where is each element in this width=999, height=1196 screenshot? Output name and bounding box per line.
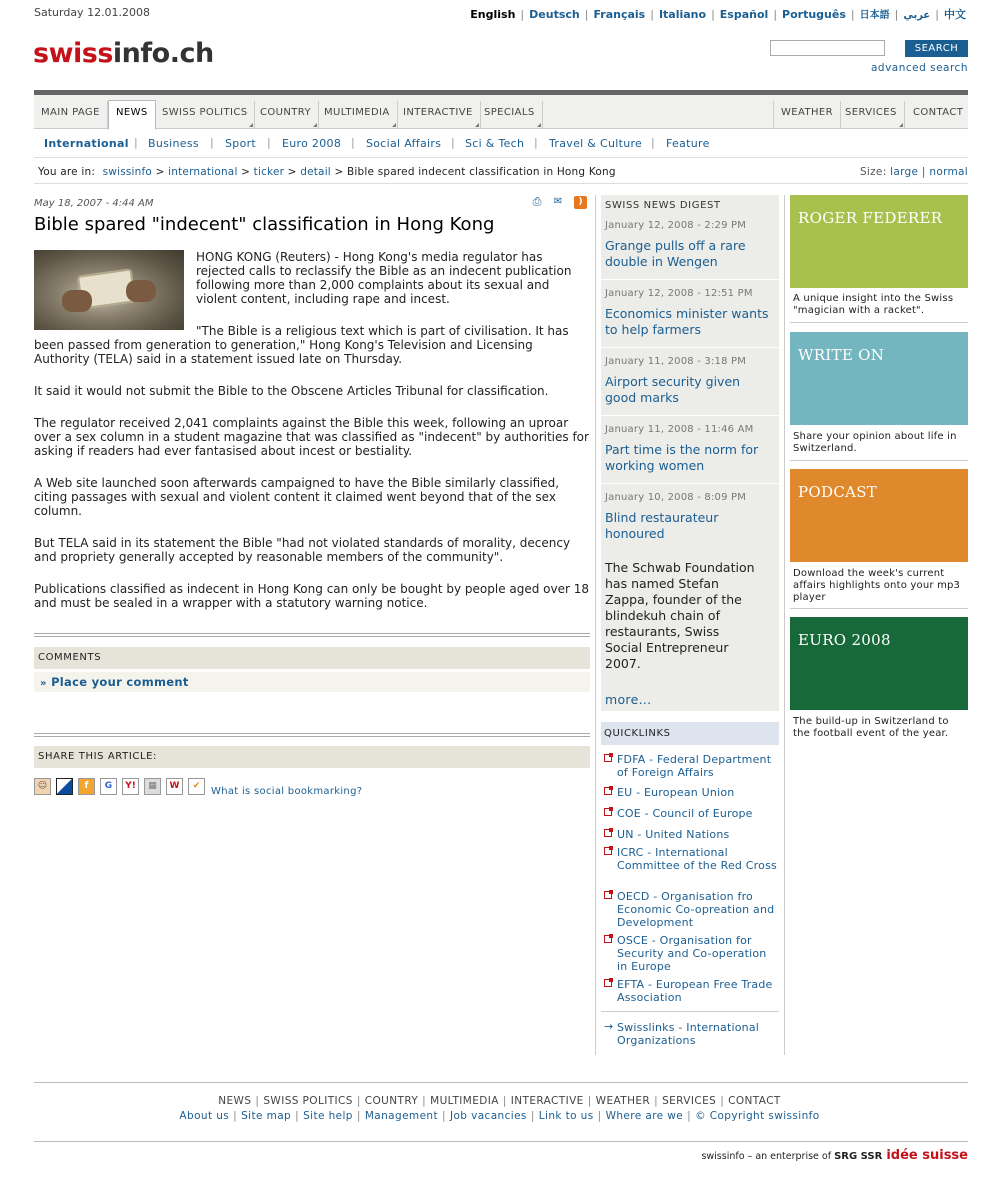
footer-site-help[interactable]: Site help bbox=[303, 1110, 353, 1122]
lang-italiano[interactable]: Italiano bbox=[658, 8, 707, 21]
webnews-icon[interactable]: W bbox=[166, 778, 183, 795]
lang-chinese[interactable]: 中文 bbox=[944, 8, 966, 21]
external-link-icon bbox=[604, 754, 612, 762]
quicklink-un[interactable]: UN - United Nations bbox=[604, 828, 780, 841]
footer-multimedia[interactable]: MULTIMEDIA bbox=[430, 1095, 499, 1107]
nav-swiss-politics[interactable]: SWISS POLITICS bbox=[155, 101, 255, 129]
article-paragraph: The regulator received 2,041 complaints against the Bible this week, following an uproar over a sex column in a student magazine that was classified as "indecent" by authorities for asking if readers had ever fantasised about incest or bestiality. bbox=[34, 416, 589, 458]
external-link-icon bbox=[604, 787, 612, 795]
footer-swiss-politics[interactable]: SWISS POLITICS bbox=[263, 1095, 353, 1107]
nav-multimedia[interactable]: MULTIMEDIA bbox=[317, 101, 398, 129]
footer-nav: NEWS | SWISS POLITICS | COUNTRY | MULTIMEDIA | INTERACTIVE | WEATHER | SERVICES | CONTACT bbox=[218, 1095, 781, 1107]
nav-main-page[interactable]: MAIN PAGE bbox=[34, 101, 108, 129]
search-input[interactable] bbox=[770, 40, 885, 56]
article-paragraph: A Web site launched soon afterwards campaigned to have the Bible similarly classified, citing passages with sexual and violent content it claimed went beyond that of the sex column. bbox=[34, 476, 560, 518]
comments-heading: COMMENTS bbox=[34, 647, 590, 669]
promo-podcast-text: Download the week's current affairs highlights onto your mp3 player bbox=[793, 568, 961, 603]
quicklink-eu[interactable]: EU - European Union bbox=[604, 786, 780, 799]
column-divider bbox=[595, 195, 596, 1055]
subnav-sport[interactable]: Sport bbox=[225, 137, 257, 150]
lang-japanese[interactable]: 日本語 bbox=[859, 10, 890, 21]
external-link-icon bbox=[604, 847, 612, 855]
breadcrumb-international[interactable]: international bbox=[168, 166, 238, 178]
promo-euro-2008[interactable]: EURO 2008 bbox=[790, 617, 968, 710]
quicklink-coe[interactable]: COE - Council of Europe bbox=[604, 807, 780, 820]
divider bbox=[601, 483, 779, 484]
print-icon[interactable]: ⎙ bbox=[532, 195, 542, 208]
nav-country[interactable]: COUNTRY bbox=[253, 101, 319, 129]
external-link-icon bbox=[604, 808, 612, 816]
furl-icon[interactable]: f bbox=[78, 778, 95, 795]
digest-more-link[interactable]: more... bbox=[605, 692, 652, 707]
page-date: Saturday 12.01.2008 bbox=[34, 6, 151, 19]
subnav-feature[interactable]: Feature bbox=[666, 137, 710, 150]
digest-item-link[interactable]: Airport security given good marks bbox=[605, 374, 741, 405]
lang-english[interactable]: English bbox=[470, 8, 516, 21]
dropdown-arrow-icon bbox=[899, 123, 903, 127]
digest-item-date: January 11, 2008 - 11:46 AM bbox=[605, 424, 754, 435]
quicklinks-heading: QUICKLINKS bbox=[601, 722, 779, 745]
promo-euro-2008-text: The build-up in Switzerland to the football event of the year. bbox=[793, 716, 949, 739]
subnav-euro-2008[interactable]: Euro 2008 bbox=[282, 137, 342, 150]
column-divider bbox=[784, 195, 785, 1055]
article-paragraph: It said it would not submit the Bible to the Obscene Articles Tribunal for classification. bbox=[34, 384, 549, 398]
digest-item-date: January 11, 2008 - 3:18 PM bbox=[605, 356, 747, 367]
digest-item-link[interactable]: Grange pulls off a rare double in Wengen bbox=[605, 238, 746, 269]
nav-services[interactable]: SERVICES bbox=[838, 101, 905, 129]
article-paragraph: HONG KONG (Reuters) - Hong Kong's media regulator has rejected calls to reclassify the Bible as an indecent publication following more than 2,000 complaints about its sexual and violent content, including rape and incest. bbox=[196, 250, 572, 306]
breadcrumb-swissinfo[interactable]: swissinfo bbox=[102, 166, 153, 178]
article-paragraph: "The Bible is a religious text which is part of civilisation. It has been passed from generation to generation," Hong Kong's Television and Licensing Authority (TELA) said in a statement issued late on Thursday. bbox=[34, 324, 569, 366]
quicklink-icrc[interactable]: ICRC - International Committee of the Red Cross bbox=[604, 846, 780, 872]
dropdown-arrow-icon bbox=[537, 123, 541, 127]
quicklink-osce[interactable]: OSCE - Organisation for Security and Co-operation in Europe bbox=[604, 934, 780, 973]
divider bbox=[790, 460, 968, 461]
footer-links: About us | Site map | Site help | Management | Job vacancies | Link to us | Where are we | © Copyright swissinfo bbox=[179, 1110, 820, 1122]
breadcrumb-detail[interactable]: detail bbox=[300, 166, 331, 178]
swisslinks-link[interactable]: → Swisslinks - International Organizations bbox=[604, 1020, 760, 1047]
mister-wong-icon[interactable]: ✔ bbox=[188, 778, 205, 795]
subnav-business[interactable]: Business bbox=[148, 137, 199, 150]
nav-specials[interactable]: SPECIALS bbox=[477, 101, 543, 129]
article-paragraph: But TELA said in its statement the Bible "had not violated standards of morality, decency and propriety generally accepted by reasonable members of the community". bbox=[34, 536, 571, 564]
divider bbox=[34, 1082, 968, 1083]
place-comment-row bbox=[34, 672, 590, 692]
footer-contact[interactable]: CONTACT bbox=[728, 1095, 781, 1107]
subnav-travel-culture[interactable]: Travel & Culture bbox=[549, 137, 643, 150]
external-link-icon bbox=[604, 829, 612, 837]
breadcrumb-current: Bible spared indecent classification in Hong Kong bbox=[347, 166, 616, 178]
search-button[interactable]: SEARCH bbox=[905, 40, 968, 57]
breadcrumb-ticker[interactable]: ticker bbox=[253, 166, 285, 178]
double-chevron-icon: » bbox=[40, 678, 47, 689]
spurl-icon[interactable]: ▦ bbox=[144, 778, 161, 795]
text-size-large[interactable]: large bbox=[890, 166, 919, 178]
what-is-social-bookmarking-link[interactable]: What is social bookmarking? bbox=[211, 786, 363, 797]
lang-francais[interactable]: Français bbox=[593, 8, 646, 21]
google-bookmark-icon[interactable]: G bbox=[100, 778, 117, 795]
digest-teaser: The Schwab Foundation has named Stefan Zappa, founder of the blindekuh chain of restaurants, Swiss Social Entrepreneur 2007. bbox=[605, 560, 755, 671]
divider bbox=[34, 183, 968, 184]
nav-news[interactable]: NEWS bbox=[108, 100, 156, 130]
yahoo-bookmark-icon[interactable]: Y! bbox=[122, 778, 139, 795]
promo-write-on-text: Share your opinion about life in Switzerland. bbox=[793, 431, 957, 454]
arrow-right-icon: → bbox=[604, 1020, 614, 1033]
lang-deutsch[interactable]: Deutsch bbox=[529, 8, 580, 21]
article-photo bbox=[34, 250, 184, 330]
footer-about-us[interactable]: About us bbox=[179, 1110, 230, 1122]
footer-copyright[interactable]: © Copyright swissinfo bbox=[695, 1110, 820, 1122]
footer-interactive[interactable]: INTERACTIVE bbox=[510, 1095, 584, 1107]
divider bbox=[790, 608, 968, 609]
digest-item-link[interactable]: Blind restaurateur honoured bbox=[605, 510, 719, 541]
subnav-sci-tech[interactable]: Sci & Tech bbox=[465, 137, 525, 150]
bookmark-person-icon[interactable]: ☺ bbox=[34, 778, 51, 795]
digest-item-date: January 12, 2008 - 2:29 PM bbox=[605, 220, 747, 231]
promo-write-on[interactable]: WRITE ON bbox=[790, 332, 968, 425]
footer-link-to-us[interactable]: Link to us bbox=[538, 1110, 594, 1122]
divider bbox=[34, 733, 590, 737]
text-size-normal[interactable]: normal bbox=[929, 166, 968, 178]
advanced-search-link[interactable]: advanced search bbox=[870, 62, 968, 74]
promo-podcast[interactable]: PODCAST bbox=[790, 469, 968, 562]
footer-site-map[interactable]: Site map bbox=[241, 1110, 292, 1122]
lang-espanol[interactable]: Español bbox=[719, 8, 769, 21]
promo-roger-federer-text: A unique insight into the Swiss "magician with a racket". bbox=[793, 293, 954, 316]
divider bbox=[601, 415, 779, 416]
site-logo[interactable]: swissinfo.ch bbox=[33, 38, 214, 69]
srg-ssr-logo[interactable]: SRG SSR bbox=[834, 1151, 883, 1162]
nav-contact[interactable]: CONTACT bbox=[913, 107, 964, 118]
enterprise-credit: swissinfo – an enterprise of SRG SSR idée suisse bbox=[701, 1148, 968, 1163]
article-date: May 18, 2007 - 4:44 AM bbox=[34, 198, 154, 209]
footer-country[interactable]: COUNTRY bbox=[364, 1095, 419, 1107]
language-selector: English | Deutsch | Français | Italiano | Español | Português | 日本語 | عربي | 中文 bbox=[470, 8, 966, 21]
quicklink-efta[interactable]: EFTA - European Free Trade Association bbox=[604, 978, 780, 1004]
nav-interactive[interactable]: INTERACTIVE bbox=[396, 101, 481, 129]
quicklink-fdfa[interactable]: FDFA - Federal Department of Foreign Affairs bbox=[604, 753, 780, 779]
lang-arabic[interactable]: عربي bbox=[903, 10, 931, 21]
breadcrumb: You are in: swissinfo > international > ticker > detail > Bible spared indecent classification in Hong Kong bbox=[38, 166, 616, 178]
divider bbox=[601, 1011, 779, 1012]
main-nav bbox=[34, 95, 968, 129]
promo-roger-federer[interactable]: ROGER FEDERER bbox=[790, 195, 968, 288]
sub-nav: International | Business | Sport | Euro 2008 | Social Affairs | Sci & Tech | Travel & Culture | Feature bbox=[34, 130, 968, 158]
place-comment-link[interactable]: Place your comment bbox=[51, 675, 189, 689]
email-icon[interactable]: ✉ bbox=[553, 196, 563, 207]
footer-weather[interactable]: WEATHER bbox=[595, 1095, 651, 1107]
divider bbox=[790, 322, 968, 323]
footer-management[interactable]: Management bbox=[364, 1110, 438, 1122]
footer-services[interactable]: SERVICES bbox=[662, 1095, 717, 1107]
external-link-icon bbox=[604, 891, 612, 899]
share-heading: SHARE THIS ARTICLE: bbox=[34, 746, 590, 768]
footer-news[interactable]: NEWS bbox=[218, 1095, 252, 1107]
delicious-icon[interactable] bbox=[56, 778, 73, 795]
divider bbox=[34, 633, 590, 637]
divider bbox=[34, 1141, 968, 1142]
digest-item-link[interactable]: Economics minister wants to help farmers bbox=[605, 306, 769, 337]
article-paragraph: Publications classified as indecent in Hong Kong can only be bought by people aged over 18 and must be sealed in a wrapper with a statutory warning notice. bbox=[34, 582, 590, 610]
subnav-international[interactable]: International bbox=[44, 137, 129, 150]
divider bbox=[601, 347, 779, 348]
footer-where-are-we[interactable]: Where are we bbox=[605, 1110, 684, 1122]
digest-item-date: January 10, 2008 - 8:09 PM bbox=[605, 492, 747, 503]
text-size-control: Size: large | normal bbox=[859, 166, 968, 178]
lang-portugues[interactable]: Português bbox=[782, 8, 846, 21]
subnav-social-affairs[interactable]: Social Affairs bbox=[366, 137, 442, 150]
digest-item-date: January 12, 2008 - 12:51 PM bbox=[605, 288, 753, 299]
external-link-icon bbox=[604, 935, 612, 943]
digest-item-link[interactable]: Part time is the norm for working women bbox=[605, 442, 759, 473]
rss-icon[interactable]: ) bbox=[574, 196, 587, 209]
external-link-icon bbox=[604, 979, 612, 987]
nav-weather[interactable]: WEATHER bbox=[773, 101, 841, 129]
footer-job-vacancies[interactable]: Job vacancies bbox=[449, 1110, 527, 1122]
divider bbox=[601, 279, 779, 280]
news-digest-heading: SWISS NEWS DIGEST bbox=[605, 200, 721, 211]
article-title: Bible spared "indecent" classification in Hong Kong bbox=[34, 214, 495, 235]
quicklink-oecd[interactable]: OECD - Organisation fro Economic Co-opreation and Development bbox=[604, 890, 780, 929]
idee-suisse-logo[interactable]: idée suisse bbox=[886, 1148, 968, 1163]
